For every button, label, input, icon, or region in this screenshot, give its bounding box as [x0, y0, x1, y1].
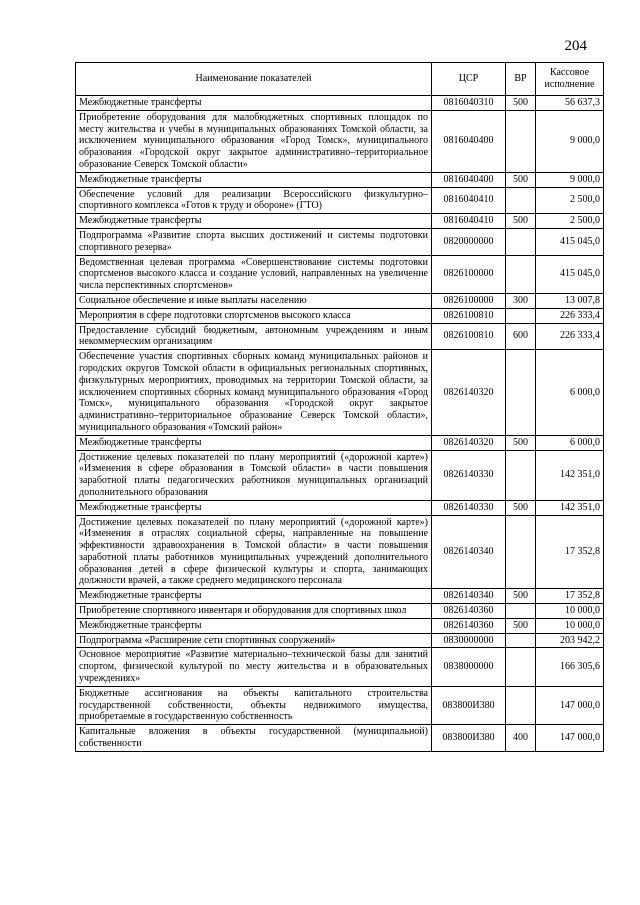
row-csr: 083800И380 [432, 686, 506, 724]
budget-table [75, 62, 604, 752]
row-vr [506, 350, 536, 436]
row-name: Достижение целевых показателей по плану мероприятий («дорожной карте») «Изменения в отраслях социальной сферы, направленные на повышение эффективности здравоохранения в Томской области» в части повышения заработной платы работников муниципальных учреждений дополнительного образования детей в сфере физической культуры и спорта, занимающих должности врачей, а также среднего медицинского персонала [76, 515, 432, 589]
row-vr [506, 110, 536, 172]
row-amount: 166 305,6 [536, 648, 604, 686]
row-csr: 0826140330 [432, 450, 506, 500]
row-amount: 17 352,8 [536, 589, 604, 604]
row-vr: 500 [506, 589, 536, 604]
row-csr: 0826140340 [432, 515, 506, 589]
table-row [76, 515, 604, 589]
row-csr: 0826100000 [432, 293, 506, 308]
table-row [76, 435, 604, 450]
row-csr: 0826140320 [432, 350, 506, 436]
table-row [76, 214, 604, 229]
row-csr: 0826100000 [432, 255, 506, 293]
row-amount: 56 637,3 [536, 96, 604, 111]
row-name: Приобретение спортивного инвентаря и оборудования для спортивных школ [76, 604, 432, 619]
table-row [76, 187, 604, 214]
table-row [76, 293, 604, 308]
row-amount: 9 000,0 [536, 110, 604, 172]
row-amount: 415 045,0 [536, 228, 604, 255]
row-amount: 226 333,4 [536, 308, 604, 323]
row-vr [506, 228, 536, 255]
row-csr: 083800И380 [432, 725, 506, 752]
row-csr: 0826140340 [432, 589, 506, 604]
table-row [76, 323, 604, 350]
table-row [76, 255, 604, 293]
table-row [76, 450, 604, 500]
table-row [76, 618, 604, 633]
table-row [76, 633, 604, 648]
row-vr: 500 [506, 618, 536, 633]
row-name: Основное мероприятие «Развитие материально–технической базы для занятий спортом, физической культурой по месту жительства и в образовательных учреждениях» [76, 648, 432, 686]
row-name: Приобретение оборудования для малобюджетных спортивных площадок по месту жительства и учебы в муниципальных образованиях Томской области, за исключением муниципального образования «Город Томск», муниципального образования «Городской округ закрытое административно–территориальное образование Северск Томской области» [76, 110, 432, 172]
row-vr [506, 633, 536, 648]
row-name: Межбюджетные трансферты [76, 96, 432, 111]
header-csr: ЦСР [432, 63, 506, 96]
row-amount: 13 007,8 [536, 293, 604, 308]
row-name: Достижение целевых показателей по плану мероприятий («дорожной карте») «Изменения в сфере образования в Томской области» в части повышения заработной платы педагогических работников муниципальных организаций дополнительного образования [76, 450, 432, 500]
page-number: 204 [564, 38, 587, 54]
row-name: Межбюджетные трансферты [76, 214, 432, 229]
row-name: Подпрограмма «Развитие спорта высших достижений и системы подготовки спортивного резерва» [76, 228, 432, 255]
row-name: Подпрограмма «Расширение сети спортивных сооружений» [76, 633, 432, 648]
row-amount: 6 000,0 [536, 435, 604, 450]
row-vr: 600 [506, 323, 536, 350]
row-amount: 6 000,0 [536, 350, 604, 436]
row-amount: 2 500,0 [536, 187, 604, 214]
table-header-row [76, 63, 604, 96]
table-row [76, 228, 604, 255]
table-row [76, 172, 604, 187]
row-name: Бюджетные ассигнования на объекты капитального строительства государственной собственности, объекты недвижимого имущества, приобретаемые в государственную собственность [76, 686, 432, 724]
row-vr [506, 255, 536, 293]
row-name: Ведомственная целевая программа «Совершенствование системы подготовки спортсменов высокого класса и создание условий, направленных на увеличение числа перспективных спортсменов» [76, 255, 432, 293]
row-name: Социальное обеспечение и иные выплаты населению [76, 293, 432, 308]
row-name: Обеспечение условий для реализации Всероссийского физкультурно–спортивного комплекса «Готов к труду и обороне» (ГТО) [76, 187, 432, 214]
row-vr [506, 450, 536, 500]
row-vr: 400 [506, 725, 536, 752]
row-vr: 500 [506, 214, 536, 229]
row-vr [506, 515, 536, 589]
table-row [76, 589, 604, 604]
row-name: Межбюджетные трансферты [76, 618, 432, 633]
row-amount: 10 000,0 [536, 618, 604, 633]
header-vr: ВР [506, 63, 536, 96]
row-csr: 0830000000 [432, 633, 506, 648]
row-csr: 0816040310 [432, 96, 506, 111]
row-name: Межбюджетные трансферты [76, 500, 432, 515]
row-amount: 17 352,8 [536, 515, 604, 589]
row-csr: 0816040400 [432, 110, 506, 172]
row-csr: 0826140330 [432, 500, 506, 515]
row-csr: 0826140360 [432, 604, 506, 619]
row-vr [506, 604, 536, 619]
row-csr: 0826100810 [432, 323, 506, 350]
row-name: Предоставление субсидий бюджетным, автономным учреждениям и иным некоммерческим организациям [76, 323, 432, 350]
row-amount: 415 045,0 [536, 255, 604, 293]
table-row [76, 500, 604, 515]
row-amount: 203 942,2 [536, 633, 604, 648]
row-csr: 0826140360 [432, 618, 506, 633]
table-row [76, 96, 604, 111]
row-amount: 226 333,4 [536, 323, 604, 350]
row-vr [506, 308, 536, 323]
row-name: Обеспечение участия спортивных сборных команд муниципальных районов и городских округов Томской области в официальных региональных спортивных, физкультурных мероприятиях, проводимых на территории Томской области, за исключением спортивных сборных команд муниципального образования «Город Томск», муниципального образования «Городской округ закрытое административно–территориальное образование Северск Томской области», муниципального образования «Томский район» [76, 350, 432, 436]
row-csr: 0838000000 [432, 648, 506, 686]
row-csr: 0826140320 [432, 435, 506, 450]
row-vr: 500 [506, 435, 536, 450]
row-vr [506, 686, 536, 724]
table-row [76, 350, 604, 436]
table-row [76, 308, 604, 323]
row-csr: 0816040410 [432, 187, 506, 214]
row-name: Капитальные вложения в объекты государственной (муниципальной) собственности [76, 725, 432, 752]
row-name: Межбюджетные трансферты [76, 589, 432, 604]
row-vr: 500 [506, 172, 536, 187]
table-row [76, 725, 604, 752]
row-csr: 0826100810 [432, 308, 506, 323]
header-name: Наименование показателей [76, 63, 432, 96]
row-name: Межбюджетные трансферты [76, 435, 432, 450]
header-amount: Кассовое исполнение [536, 63, 604, 96]
row-vr [506, 648, 536, 686]
row-name: Межбюджетные трансферты [76, 172, 432, 187]
table-body [76, 96, 604, 752]
row-vr: 500 [506, 500, 536, 515]
row-csr: 0816040410 [432, 214, 506, 229]
row-vr: 300 [506, 293, 536, 308]
row-csr: 0820000000 [432, 228, 506, 255]
row-amount: 147 000,0 [536, 725, 604, 752]
table-row [76, 686, 604, 724]
row-amount: 147 000,0 [536, 686, 604, 724]
row-name: Мероприятия в сфере подготовки спортсменов высокого класса [76, 308, 432, 323]
row-amount: 142 351,0 [536, 450, 604, 500]
row-amount: 142 351,0 [536, 500, 604, 515]
row-amount: 9 000,0 [536, 172, 604, 187]
row-amount: 10 000,0 [536, 604, 604, 619]
row-vr: 500 [506, 96, 536, 111]
row-csr: 0816040400 [432, 172, 506, 187]
table-row [76, 110, 604, 172]
row-amount: 2 500,0 [536, 214, 604, 229]
table-row [76, 604, 604, 619]
table-row [76, 648, 604, 686]
row-vr [506, 187, 536, 214]
